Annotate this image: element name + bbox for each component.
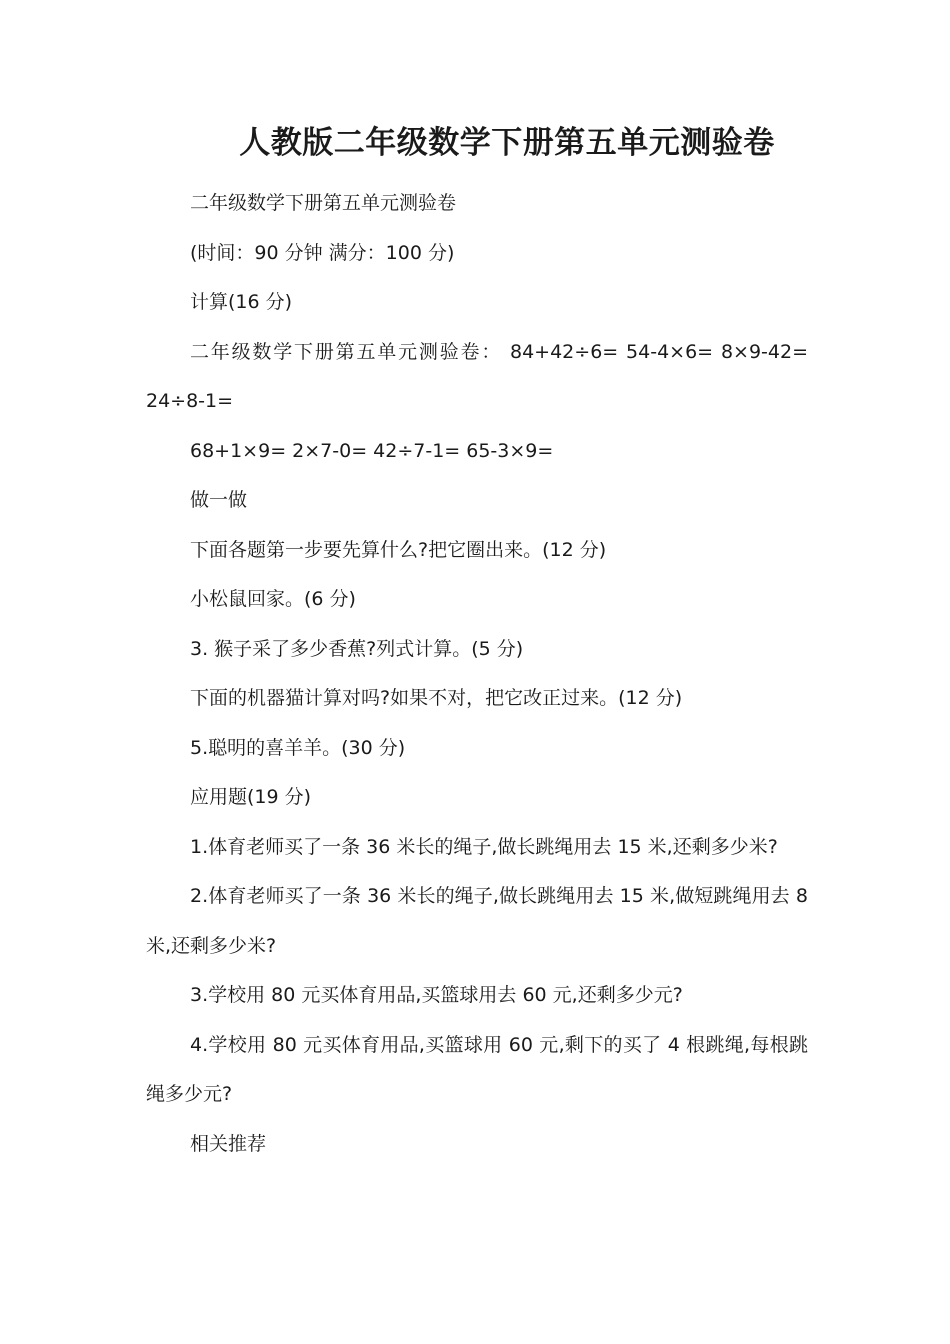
document-body [146, 179, 808, 1169]
paragraph-section-calc: 计算(16 分) [190, 291, 293, 313]
paragraph-time-score: (时间：90 分钟 满分：100 分) [190, 241, 455, 264]
paragraph-word-problem-2: 2.体育老师买了一条 36 米长的绳子,做长跳绳用去 15 米,做短跳绳用去 8 米,还剩多少米? [146, 885, 808, 957]
paragraph-question-sheep: 5.聪明的喜羊羊。(30 分) [190, 736, 406, 759]
paragraph-related: 相关推荐 [190, 1132, 267, 1155]
paragraph-question-monkey: 3. 猴子采了多少香蕉?列式计算。(5 分) [190, 637, 524, 660]
paragraph-subtitle: 二年级数学下册第五单元测验卷 [190, 192, 457, 214]
paragraph-word-problem-4: 4.学校用 80 元买体育用品,买篮球用 60 元,剩下的买了 4 根跳绳,每根跳绳多少元? [146, 1033, 808, 1105]
paragraph-question-squirrel: 小松鼠回家。(6 分) [190, 588, 356, 610]
paragraph-calc-line-1: 二年级数学下册第五单元测验卷： 84+42÷6= 54-4×6= 8×9-42= 24÷8-1= [146, 340, 808, 412]
paragraph-section-do: 做一做 [190, 489, 248, 511]
paragraph-word-problem-1: 1.体育老师买了一条 36 米长的绳子,做长跳绳用去 15 米,还剩多少米? [190, 835, 778, 858]
paragraph-question-first-step: 下面各题第一步要先算什么?把它圈出来。(12 分) [190, 538, 607, 561]
document-title: 人教版二年级数学下册第五单元测验卷 [239, 125, 775, 161]
paragraph-calc-line-2: 68+1×9= 2×7-0= 42÷7-1= 65-3×9= [190, 439, 554, 462]
paragraph-section-word-problems: 应用题(19 分) [190, 786, 312, 808]
paragraph-word-problem-3: 3.学校用 80 元买体育用品,买篮球用去 60 元,还剩多少元? [190, 984, 683, 1006]
paragraph-question-robot-cat: 下面的机器猫计算对吗?如果不对，把它改正过来。(12 分) [190, 687, 683, 709]
